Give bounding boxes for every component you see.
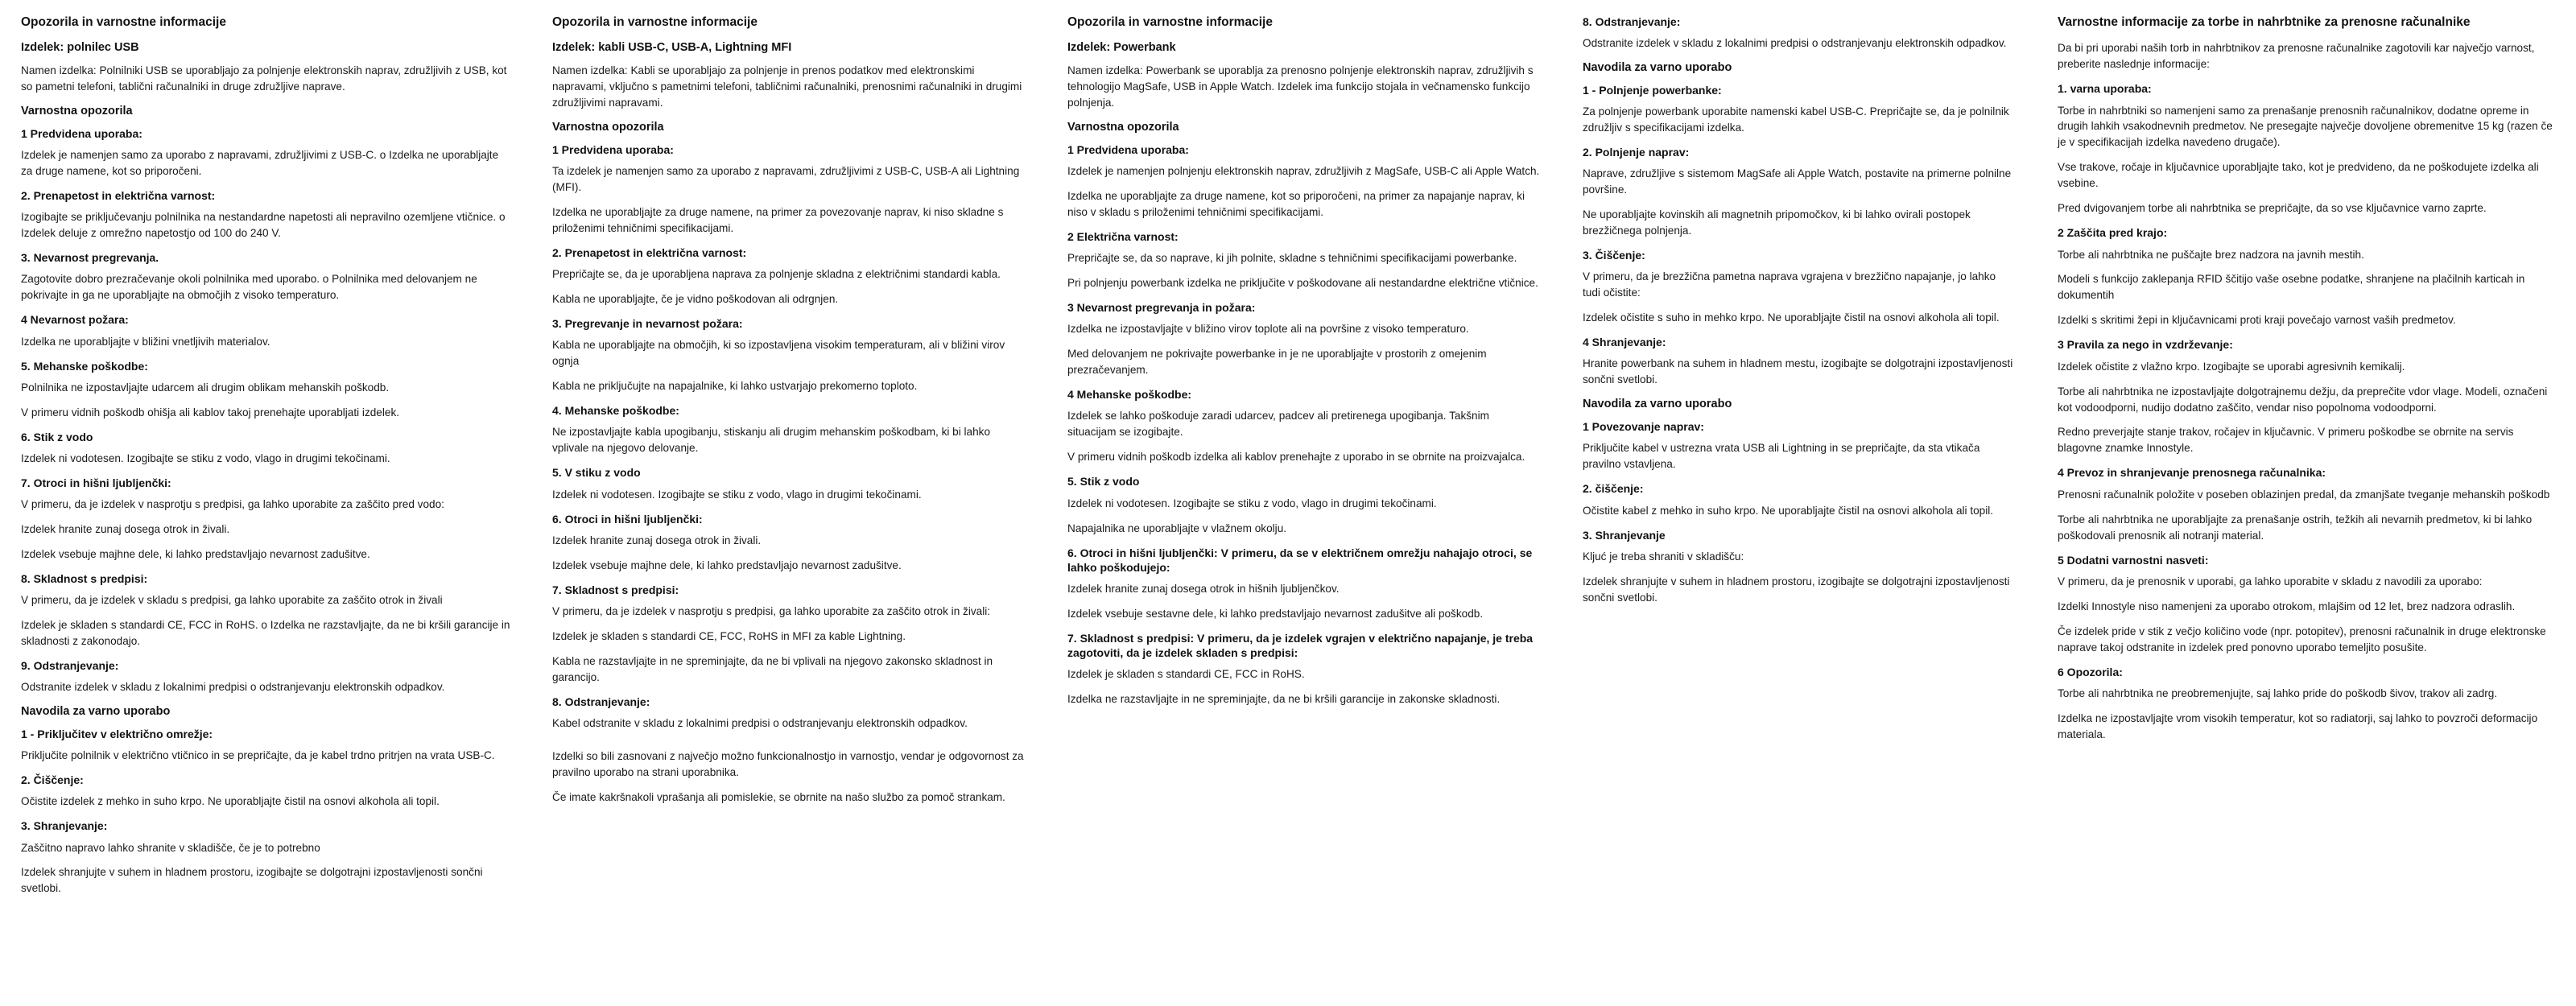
warning-heading: 7. Skladnost s predpisi: (552, 583, 679, 596)
warning-text: Izdelka ne izpostavljajte vrom visokih temperatur, kot so radiatorji, saj lahko to povzroči deformacijo materiala. (2058, 711, 2538, 740)
instruction-text: Naprave, združljive s sistemom MagSafe ali Apple Watch, postavite na primerne polnilne površine. (1583, 167, 2012, 196)
instruction-text: Očistite kabel z mehko in suho krpo. Ne uporabljajte čistil na osnovi alkohola ali topil. (1583, 504, 1994, 517)
warning-heading: 7. Otroci in hišni ljubljenčki: (21, 476, 171, 489)
instruction-heading: 1 - Priključitev v električno omrežje: (21, 728, 213, 740)
column-cables (531, 14, 1046, 814)
instruction-heading: 3. Shranjevanje (1583, 528, 1666, 542)
instruction-heading: 2. čiščenje: (1583, 482, 1644, 496)
warning-heading: 4 Mehanske poškodbe: (1067, 388, 1192, 402)
warning-text: Ta izdelek je namenjen samo za uporabo z napravami, združljivimi z USB-C, USB-A ali Lightning (MFI). (552, 165, 1020, 194)
warning-text: Izdelek hranite zunaj dosega otrok in živali. (21, 522, 230, 535)
warning-text: Izdelki s skritimi žepi in ključavnicami proti kraji povečajo varnost vaših predmetov. (2058, 314, 2456, 327)
safety-warnings-heading: Varnostna opozorila (552, 121, 664, 134)
warning-text: V primeru, da je izdelek v nasprotju s predpisi, ga lahko uporabite za zaščito otrok in živali: (552, 604, 991, 617)
warning-text: Pri polnjenju powerbank izdelka ne priključite v poškodovane ali nestandardne električne vtičnice. (1067, 277, 1538, 290)
warning-text: Kabla ne razstavljajte in ne spreminjajte, da ne bi vplivali na njegovo zakonsko skladnost in garancijo. (552, 654, 993, 683)
warning-heading: 1 Predvidena uporaba: (552, 142, 674, 156)
section-title: Opozorila in varnostne informacije (21, 15, 226, 29)
instruction-heading: 1 - Polnjenje powerbanke: (1583, 84, 1722, 97)
product-purpose: Namen izdelka: Polnilniki USB se uporabljajo za polnjenje elektronskih naprav, združljivih z USB, kot so pametni telefoni, tablični računalniki in druge združljive naprave. (21, 64, 507, 93)
product-name: Izdelek: polnilec USB (21, 41, 139, 55)
warning-text: Izdelek je skladen s standardi CE, FCC, RoHS in MFI za kable Lightning. (552, 629, 906, 642)
warning-text: Izdelek je namenjen samo za uporabo z napravami, združljivimi z USB-C. o Izdelka ne uporabljajte za druge namene, kot so priporočeni. (21, 149, 499, 178)
warning-text: Prenosni računalnik položite v poseben oblazinjen predal, da zmanjšate tveganje mehanskih poškodb (2058, 488, 2550, 501)
warning-heading: 3 Pravila za nego in vzdrževanje: (2058, 338, 2233, 352)
instruction-text: Zaščitno napravo lahko shranite v skladišče, če je to potrebno (21, 841, 320, 854)
instruction-text: Kljuć je treba shraniti v skladišču: (1583, 550, 1744, 563)
support-note: Če imate kakršnakoli vprašanja ali pomislekie, se obrnite na našo službo za pomoč strankam. (552, 790, 1005, 803)
warning-heading: 7. Skladnost s predpisi: V primeru, da je izdelek vgrajen v električno napajanje, je treba zagotoviti, da je izdelek skladen s predpisi: (1067, 631, 1534, 659)
warning-heading: 4 Prevoz in shranjevanje prenosnega računalnika: (2058, 466, 2326, 480)
warning-text: Izdelka ne izpostavljajte v bližino virov toplote ali na površine z visoko temperaturo. (1067, 323, 1469, 336)
intro-text: Da bi pri uporabi naših torb in nahrbtnikov za prenosne računalnike zagotovili kar največjo varnost, preberite naslednje informacije: (2058, 42, 2535, 71)
warning-text: V primeru, da je prenosnik v uporabi, ga lahko uporabite v skladu z navodili za uporabo: (2058, 575, 2483, 588)
warning-heading: 8. Odstranjevanje: (1583, 15, 1681, 28)
warning-heading: 5. Mehanske poškodbe: (21, 359, 148, 373)
warning-text: V primeru, da je izdelek v nasprotju s predpisi, ga lahko uporabite za zaščito pred vodo: (21, 498, 444, 510)
warning-heading: 2 Električna varnost: (1067, 230, 1179, 244)
warning-text: Izdelek vsebuje sestavne dele, ki lahko predstavljajo nevarnost zadušitve ali poškodb. (1067, 607, 1484, 620)
instruction-text: Izdelek shranjujte v suhem in hladnem prostoru, izogibajte se dolgotrajni izpostavljenosti sončni svetlobi. (21, 866, 483, 895)
warning-text: Torbe ali nahrbtnika ne izpostavljajte dolgotrajnemu dežju, da preprečite vdor vlage. Modeli, označeni kot vodoodporni, nudijo dodatno zaščito, vendar niso popolnoma vodoodporni. (2058, 385, 2548, 414)
warning-text: Izdelek je namenjen polnjenju elektronskih naprav, združljivih z MagSafe, USB-C ali Apple Watch. (1067, 165, 1540, 178)
warning-heading: 5. Stik z vodo (1067, 475, 1140, 489)
warning-text: Izdelki Innostyle niso namenjeni za uporabo otrokom, mlajšim od 12 let, brez nadzora odraslih. (2058, 600, 2516, 612)
warning-text: Izdelek vsebuje majhne dele, ki lahko predstavljajo nevarnost zadušitve. (21, 547, 370, 560)
warning-text: Izdelek ni vodotesen. Izogibajte se stiku z vodo, vlago in drugimi tekočinami. (552, 488, 922, 501)
warning-text: Med delovanjem ne pokrivajte powerbanke in je ne uporabljajte v prostorih z omejenim prezračevanjem. (1067, 348, 1487, 377)
warning-heading: 1. varna uporaba: (2058, 82, 2152, 96)
warning-text: Vse trakove, ročaje in ključavnice uporabljajte tako, kot je predvideno, da ne poškodujete izdelka ali vsebine. (2058, 161, 2539, 190)
warning-heading: 5 Dodatni varnostni nasveti: (2058, 553, 2209, 567)
instruction-text: Priključite kabel v ustrezna vrata USB ali Lightning in se prepričajte, da sta vtikača pravilno vstavljena. (1583, 442, 1980, 471)
warning-text: Izdelek je skladen s standardi CE, FCC in RoHS. (1067, 668, 1305, 681)
warning-heading: 1 Predvidena uporaba: (21, 127, 142, 140)
warning-text: Odstranite izdelek v skladu z lokalnimi predpisi o odstranjevanju elektronskih odpadkov. (21, 681, 445, 694)
instruction-heading: 3. Shranjevanje: (21, 819, 108, 833)
warning-text: Kabla ne uporabljajte, če je vidno poškodovan ali odrgnjen. (552, 293, 839, 306)
safety-warnings-heading: Varnostna opozorila (21, 105, 133, 118)
safety-warnings-heading: Varnostna opozorila (1067, 121, 1179, 134)
warning-text: Polnilnika ne izpostavljajte udarcem ali drugim oblikam mehanskih poškodb. (21, 381, 390, 394)
product-name: Izdelek: Powerbank (1067, 41, 1176, 55)
product-name: Izdelek: kabli USB-C, USB-A, Lightning MFI (552, 41, 792, 55)
warning-heading: 1 Predvidena uporaba: (1067, 142, 1189, 156)
warning-text: Izdelek ni vodotesen. Izogibajte se stiku z vodo, vlago in drugimi tekočinami. (1067, 497, 1437, 509)
warning-text: V primeru vidnih poškodb ohišja ali kablov takoj prenehajte uporabljati izdelek. (21, 406, 400, 418)
warning-text: Izdelka ne razstavljajte in ne spreminjajte, da ne bi kršili garancije in zakonske skladnosti. (1067, 693, 1501, 706)
warning-text: Torbe in nahrbtniki so namenjeni samo za prenašanje prenosnih računalnikov, dodatne opreme in drugih lahkih vsakodnevnih predmetov. Ne presegajte največje dovoljene obremenitve 15 kg (razen če je v specifikacijah izdelka navedeno drugače). (2058, 104, 2553, 149)
product-purpose: Namen izdelka: Powerbank se uporablja za prenosno polnjenje elektronskih naprav, združljivih s tehnologijo MagSafe, USB in Apple Watch. Izdelek ima funkcijo stojala in večnamensko funkcijo polnjenja. (1067, 64, 1534, 109)
spacer (552, 740, 1026, 748)
warning-heading: 3. Nevarnost pregrevanja. (21, 251, 159, 265)
warning-text: Modeli s funkcijo zaklepanja RFID ščitijo vaše osebne podatke, shranjene na plačilnih karticah in dokumentih (2058, 273, 2525, 302)
warning-text: Kabla ne priključujte na napajalnike, ki lahko ustvarjajo prekomerno toploto. (552, 380, 918, 393)
instruction-heading: 2. Polnjenje naprav: (1583, 146, 1690, 159)
column-powerbank-continued (1562, 14, 2037, 615)
warning-heading: 3 Nevarnost pregrevanja in požara: (1067, 301, 1256, 315)
warning-heading: 6 Opozorila: (2058, 665, 2123, 678)
warning-text: V primeru, da je izdelek v skladu s predpisi, ga lahko uporabite za zaščito otrok in živali (21, 594, 443, 607)
warning-text: V primeru vidnih poškodb izdelka ali kablov prenehajte z uporabo in se obrnite na proizvajalca. (1067, 451, 1525, 464)
instruction-heading: 3. Čiščenje: (1583, 249, 1645, 262)
warning-heading: 4. Mehanske poškodbe: (552, 404, 679, 418)
warning-text: Izdelek se lahko poškoduje zaradi udarcev, padcev ali pretirenega upogibanja. Takšnim situacijam se izogibajte. (1067, 410, 1489, 439)
warning-text: Odstranite izdelek v skladu z lokalnimi predpisi o odstranjevanju elektronskih odpadkov. (1583, 37, 2007, 50)
instruction-text: Priključite polnilnik v električno vtičnico in se prepričajte, da je kabel trdno pritrjen na vrata USB-C. (21, 749, 495, 762)
warning-heading: 2. Prenapetost in električna varnost: (552, 246, 747, 260)
warning-text: Prepričajte se, da je uporabljena naprava za polnjenje skladna z električnimi standardi kabla. (552, 268, 1001, 281)
instruction-text: Ne uporabljajte kovinskih ali magnetnih pripomočkov, ki bi lahko ovirali postopek brezžičnega polnjenja. (1583, 208, 1971, 237)
warning-heading: 8. Skladnost s predpisi: (21, 571, 148, 585)
warning-text: Izogibajte se priključevanju polnilnika na nestandardne napetosti ali nepravilno ozemljene vtičnice. o Izdelek deluje z omrežno napetostjo od 100 do 240 V. (21, 211, 506, 240)
warning-text: Izdelka ne uporabljajte za druge namene, na primer za povezovanje naprav, ki niso skladne s priloženimi tehničnimi specifikacijami. (552, 206, 1004, 235)
usage-instructions-heading: Navodila za varno uporabo (1583, 61, 1732, 75)
section-title: Opozorila in varnostne informacije (1067, 15, 1273, 29)
instruction-text: Hranite powerbank na suhem in hladnem mestu, izogibajte se dolgotrajni izpostavljenosti sončni svetlobi. (1583, 357, 2013, 386)
warning-text: Kabel odstranite v skladu z lokalnimi predpisi o odstranjevanju elektronskih odpadkov. (552, 716, 968, 729)
warning-heading: 8. Odstranjevanje: (552, 695, 650, 708)
usage-instructions-heading: Navodila za varno uporabo (21, 705, 171, 719)
usage-instructions-heading: Navodila za varno uporabo (1583, 398, 1732, 411)
instruction-heading: 4 Shranjevanje: (1583, 336, 1666, 349)
warning-heading: 6. Otroci in hišni ljubljenčki: (552, 512, 703, 526)
warning-text: Izdelek očistite z vlažno krpo. Izogibajte se uporabi agresivnih kemikalij. (2058, 360, 2405, 373)
instruction-text: Za polnjenje powerbank uporabite namenski kabel USB-C. Prepričajte se, da je polnilnik združljiv s specifikacijami izdelka. (1583, 105, 2009, 134)
warning-text: Napajalnika ne uporabljajte v vlažnem okolju. (1067, 522, 1287, 534)
warning-text: Torbe ali nahrbtnika ne uporabljajte za prenašanje ostrih, težkih ali nevarnih predmetov, ki bi lahko poškodovali prenosnik ali notranji material. (2058, 513, 2533, 542)
section-title: Varnostne informacije za torbe in nahrbtnike za prenosne računalnike (2058, 15, 2471, 29)
warning-text: Ne izpostavljajte kabla upogibanju, stiskanju ali drugim mehanskim poškodbam, ki bi lahko vplivale na njegovo delovanje. (552, 426, 991, 455)
warning-text: Kabla ne uporabljajte na območjih, ki so izpostavljena visokim temperaturam, ali v bližini virov ognja (552, 339, 1005, 368)
warning-text: Izdelek hranite zunaj dosega otrok in hišnih ljubljenčkov. (1067, 582, 1340, 595)
warning-text: Če izdelek pride v stik z večjo količino vode (npr. potopitev), prenosni računalnik in druge elektronske naprave takoj odstranite in izdelek pred ponovno uporabo temeljito posušite. (2058, 625, 2546, 653)
warning-text: Pred dvigovanjem torbe ali nahrbtnika se prepričajte, da so vse ključavnice varno zaprte. (2058, 202, 2487, 215)
warning-heading: 5. V stiku z vodo (552, 466, 641, 480)
instruction-text: Izdelek očistite s suho in mehko krpo. Ne uporabljajte čistil na osnovi alkohola ali topil. (1583, 311, 2000, 324)
closing-note: Izdelki so bili zasnovani z največjo možno funkcionalnostjo in varnostjo, vendar je odgovornost za pravilno uporabo na strani uporabnika. (552, 749, 1024, 778)
column-laptop-bag (2037, 14, 2576, 752)
column-usb-charger (0, 14, 531, 905)
warning-heading: 6. Otroci in hišni ljubljenčki: V primeru, da se v električnem omrežju nahajajo otroci, se lahko poškodujejo: (1067, 546, 1533, 574)
warning-heading: 3. Pregrevanje in nevarnost požara: (552, 317, 743, 331)
warning-text: Izdelka ne uporabljajte v bližini vnetljivih materialov. (21, 335, 270, 348)
warning-text: Prepričajte se, da so naprave, ki jih polnite, skladne s tehničnimi specifikacijami powerbanke. (1067, 252, 1517, 265)
warning-text: Torbe ali nahrbtnika ne preobremenjujte, saj lahko pride do poškodb šivov, trakov ali zadrg. (2058, 686, 2498, 699)
instruction-text: V primeru, da je brezžična pametna naprava vgrajena v brezžično napajanje, jo lahko tudi očistite: (1583, 270, 1996, 299)
column-powerbank (1046, 14, 1562, 716)
warning-text: Izdelek vsebuje majhne dele, ki lahko predstavljajo nevarnost zadušitve. (552, 559, 902, 571)
product-purpose: Namen izdelka: Kabli se uporabljajo za polnjenje in prenos podatkov med elektronskimi napravami, vključno s pametnimi telefoni, tabličnimi računalniki, prenosnimi računalniki in drugimi združljivimi napravami. (552, 64, 1022, 109)
warning-text: Zagotovite dobro prezračevanje okoli polnilnika med uporabo. o Polnilnika med delovanjem ne pokrivajte in ga ne uporabljajte na območjih z visoko temperaturo. (21, 273, 477, 302)
instruction-text: Očistite izdelek z mehko in suho krpo. Ne uporabljajte čistil na osnovi alkohola ali topil. (21, 795, 440, 808)
warning-text: Izdelka ne uporabljajte za druge namene, kot so priporočeni, na primer za napajanje naprav, ki niso v skladu s priloženimi tehničnimi specifikacijami. (1067, 190, 1525, 219)
instruction-text: Izdelek shranjujte v suhem in hladnem prostoru, izogibajte se dolgotrajni izpostavljenosti sončni svetlobi. (1583, 575, 2010, 604)
warning-text: Redno preverjajte stanje trakov, ročajev in ključavnic. V primeru poškodbe se obrnite na servis blagovne znamke Innostyle. (2058, 426, 2514, 455)
warning-text: Izdelek je skladen s standardi CE, FCC in RoHS. o Izdelka ne razstavljajte, da ne bi kršili garancije in skladnosti z zakonodajo. (21, 619, 510, 648)
warning-heading: 4 Nevarnost požara: (21, 313, 129, 327)
instruction-heading: 1 Povezovanje naprav: (1583, 420, 1704, 434)
warning-text: Izdelek ni vodotesen. Izogibajte se stiku z vodo, vlago in drugimi tekočinami. (21, 451, 390, 464)
warning-text: Torbe ali nahrbtnika ne puščajte brez nadzora na javnih mestih. (2058, 248, 2364, 261)
warning-heading: 9. Odstranjevanje: (21, 659, 119, 672)
warning-heading: 2 Zaščita pred krajo: (2058, 226, 2168, 240)
warning-heading: 6. Stik z vodo (21, 430, 93, 443)
warning-heading: 2. Prenapetost in električna varnost: (21, 189, 216, 203)
warning-text: Izdelek hranite zunaj dosega otrok in živali. (552, 534, 762, 546)
section-title: Opozorila in varnostne informacije (552, 15, 758, 29)
instruction-heading: 2. Čiščenje: (21, 773, 84, 787)
